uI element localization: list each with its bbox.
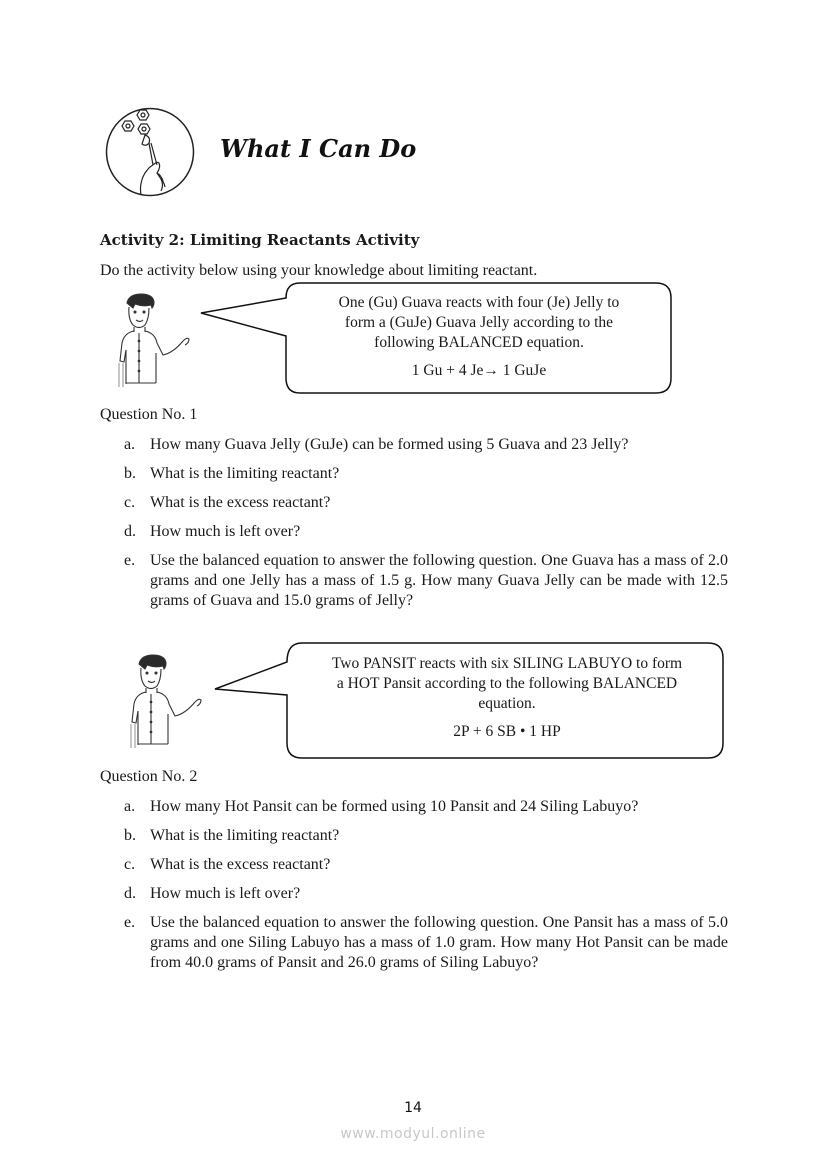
activity-title: Activity 2: Limiting Reactants Activity xyxy=(100,231,420,249)
balanced-equation: 1 Gu + 4 Je→ 1 GuJe xyxy=(411,362,547,379)
question-heading: Question No. 2 xyxy=(100,768,198,785)
question-label: c. xyxy=(124,856,136,873)
question-item xyxy=(124,913,728,973)
question-text: What is the limiting reactant? xyxy=(150,827,340,844)
question-label: e. xyxy=(124,552,136,569)
question-item xyxy=(124,493,728,513)
question-heading: Question No. 1 xyxy=(100,406,198,423)
question-list xyxy=(124,797,728,982)
person-illustration-icon xyxy=(115,293,205,388)
question-label: c. xyxy=(124,494,136,511)
page-number: 14 xyxy=(404,1100,422,1116)
question-text: Use the balanced equation to answer the following question. One Pansit has a mass of 5.0 grams and one Siling Labuyo has a mass of 1.0 gram. How many Hot Pansit can be made from 40.0 grams of Pansit and 26.0 grams of Siling Labuyo? xyxy=(150,914,728,971)
balanced-equation: 2P + 6 SB • 1 HP xyxy=(453,723,561,740)
watermark: www.modyul.online xyxy=(340,1126,486,1142)
question-text: What is the excess reactant? xyxy=(150,494,331,511)
speech-bubble-text xyxy=(292,654,722,742)
question-label: b. xyxy=(124,465,136,482)
page-title: What I Can Do xyxy=(220,134,417,163)
question-item xyxy=(124,826,728,846)
activity-instructions: Do the activity below using your knowledge about limiting reactant. xyxy=(100,262,538,279)
question-label: b. xyxy=(124,827,136,844)
hand-holding-hexagon-nuts-icon xyxy=(105,107,195,197)
question-item xyxy=(124,551,728,611)
speech-line: equation. xyxy=(478,695,536,712)
question-text: How many Hot Pansit can be formed using 10 Pansit and 24 Siling Labuyo? xyxy=(150,798,639,815)
question-text: Use the balanced equation to answer the following question. One Guava has a mass of 2.0 grams and one Jelly has a mass of 1.5 g. How many Guava Jelly can be made with 12.5 grams of Guava and 15.0 grams of Jelly? xyxy=(150,552,728,609)
question-label: a. xyxy=(124,436,136,453)
question-label: e. xyxy=(124,914,136,931)
question-label: d. xyxy=(124,523,136,540)
question-label: a. xyxy=(124,798,136,815)
question-item xyxy=(124,884,728,904)
question-text: What is the excess reactant? xyxy=(150,856,331,873)
question-label: d. xyxy=(124,885,136,902)
question-text: How many Guava Jelly (GuJe) can be formed using 5 Guava and 23 Jelly? xyxy=(150,436,629,453)
question-text: What is the limiting reactant? xyxy=(150,465,340,482)
speech-line: Two PANSIT reacts with six SILING LABUYO to form xyxy=(331,655,683,672)
question-list xyxy=(124,435,728,620)
question-item xyxy=(124,522,728,542)
speech-bubble-text xyxy=(290,293,668,381)
question-item xyxy=(124,797,728,817)
speech-line: One (Gu) Guava reacts with four (Je) Jelly to xyxy=(338,294,620,311)
speech-line: form a (GuJe) Guava Jelly according to the xyxy=(344,314,614,331)
question-item xyxy=(124,855,728,875)
person-illustration-icon xyxy=(127,654,217,749)
question-item xyxy=(124,464,728,484)
question-item xyxy=(124,435,728,455)
question-text: How much is left over? xyxy=(150,523,301,540)
speech-line: following BALANCED equation. xyxy=(374,334,584,351)
speech-line: a HOT Pansit according to the following BALANCED xyxy=(336,675,678,692)
question-text: How much is left over? xyxy=(150,885,301,902)
